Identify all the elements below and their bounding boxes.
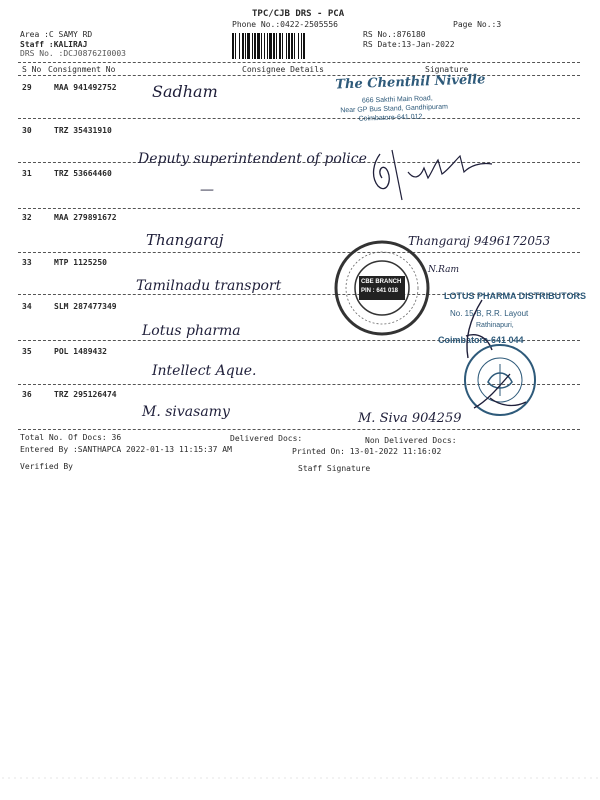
row-sno: 29 bbox=[22, 83, 32, 92]
rs-date: RS Date:13-Jan-2022 bbox=[363, 40, 455, 49]
barcode-bar bbox=[303, 33, 305, 59]
page-number: Page No.:3 bbox=[453, 20, 502, 29]
row-sno: 32 bbox=[22, 213, 32, 222]
rs-number: RS No.:876180 bbox=[363, 30, 426, 39]
row-sno: 30 bbox=[22, 126, 32, 135]
printed-on: Printed On: 13-01-2022 11:16:02 bbox=[292, 447, 442, 456]
col-sno: S No bbox=[22, 65, 42, 74]
row-consignment: TRZ 295126474 bbox=[54, 390, 117, 399]
area: Area :C SAMY RD bbox=[20, 30, 93, 39]
stamp-address: Coimbatore-641 044 bbox=[438, 335, 524, 345]
divider bbox=[18, 208, 580, 209]
ditto-mark: — bbox=[200, 182, 214, 198]
scan-noise bbox=[0, 776, 600, 780]
divider bbox=[18, 118, 580, 119]
staff-signature: Staff Signature bbox=[298, 464, 371, 473]
row-consignee: M. sivasamy bbox=[142, 404, 230, 420]
drs-number: DRS No. :DCJ08762I0003 bbox=[20, 49, 126, 58]
row-consignee: Intellect Aque. bbox=[152, 363, 257, 379]
row-consignee: Sadham bbox=[152, 82, 218, 101]
seal-text: CBE BRANCH bbox=[361, 279, 402, 285]
row-consignment: TRZ 35431910 bbox=[54, 126, 112, 135]
row-signature: N.Ram bbox=[428, 265, 460, 275]
divider bbox=[18, 62, 580, 63]
phone-number: Phone No.:0422-2505556 bbox=[232, 20, 338, 29]
non-delivered-docs: Non Delivered Docs: bbox=[365, 436, 457, 445]
stamp-name: The Chenthil Nivelle bbox=[335, 72, 486, 93]
total-docs: Total No. Of Docs: 36 bbox=[20, 433, 122, 442]
stamp-address: No. 15-B, R.R. Layout bbox=[450, 309, 529, 318]
verified-by: Verified By bbox=[20, 462, 73, 471]
stamp-address: Coimbatore-641 012 bbox=[358, 113, 423, 123]
row-consignee: Deputy superintendent of police bbox=[138, 151, 367, 167]
row-consignment: MTP 1125250 bbox=[54, 258, 107, 267]
row-consignment: MAA 279891672 bbox=[54, 213, 117, 222]
divider bbox=[18, 252, 580, 253]
stamp-address: 666 Sakthi Main Road, bbox=[361, 95, 433, 105]
entered-by: Entered By :SANTHAPCA 2022-01-13 11:15:37 AM bbox=[20, 445, 232, 454]
row-sno: 33 bbox=[22, 258, 32, 267]
row-consignment: POL 1489432 bbox=[54, 347, 107, 356]
row-sno: 34 bbox=[22, 302, 32, 311]
delivered-docs: Delivered Docs: bbox=[230, 434, 303, 443]
row-consignee: Tamilnadu transport bbox=[136, 278, 282, 294]
row-consignment: MAA 941492752 bbox=[54, 83, 117, 92]
col-signature: Signature bbox=[425, 65, 469, 74]
row-sno: 31 bbox=[22, 169, 32, 178]
col-consignee: Consignee Details bbox=[242, 65, 324, 74]
stamp-address: Near GP Bus Stand, Gandhipuram bbox=[340, 103, 448, 115]
row-consignee: Thangaraj bbox=[146, 231, 224, 249]
divider bbox=[18, 429, 580, 430]
col-consignment: Consignment No bbox=[48, 65, 116, 74]
row-signature: Thangaraj 9496172053 bbox=[408, 234, 551, 248]
doc-title: TPC/CJB DRS - PCA bbox=[252, 9, 345, 19]
hotel-stamp bbox=[331, 71, 486, 132]
signature-scribble bbox=[362, 142, 512, 202]
signature-scribble bbox=[470, 368, 530, 418]
stamp-address: Rathinapuri, bbox=[476, 322, 514, 329]
staff: Staff :KALIRAJ bbox=[20, 40, 88, 49]
divider bbox=[18, 75, 580, 76]
row-sno: 36 bbox=[22, 390, 32, 399]
row-consignee: Lotus pharma bbox=[142, 323, 241, 339]
seal-text: PIN : 641 018 bbox=[361, 288, 399, 294]
row-consignment: SLM 287477349 bbox=[54, 302, 117, 311]
row-sno: 35 bbox=[22, 347, 32, 356]
barcode bbox=[232, 33, 354, 59]
row-signature: M. Siva 904259 bbox=[358, 411, 462, 426]
stamp-name: LOTUS PHARMA DISTRIBUTORS bbox=[444, 291, 587, 301]
row-consignment: TRZ 53664460 bbox=[54, 169, 112, 178]
